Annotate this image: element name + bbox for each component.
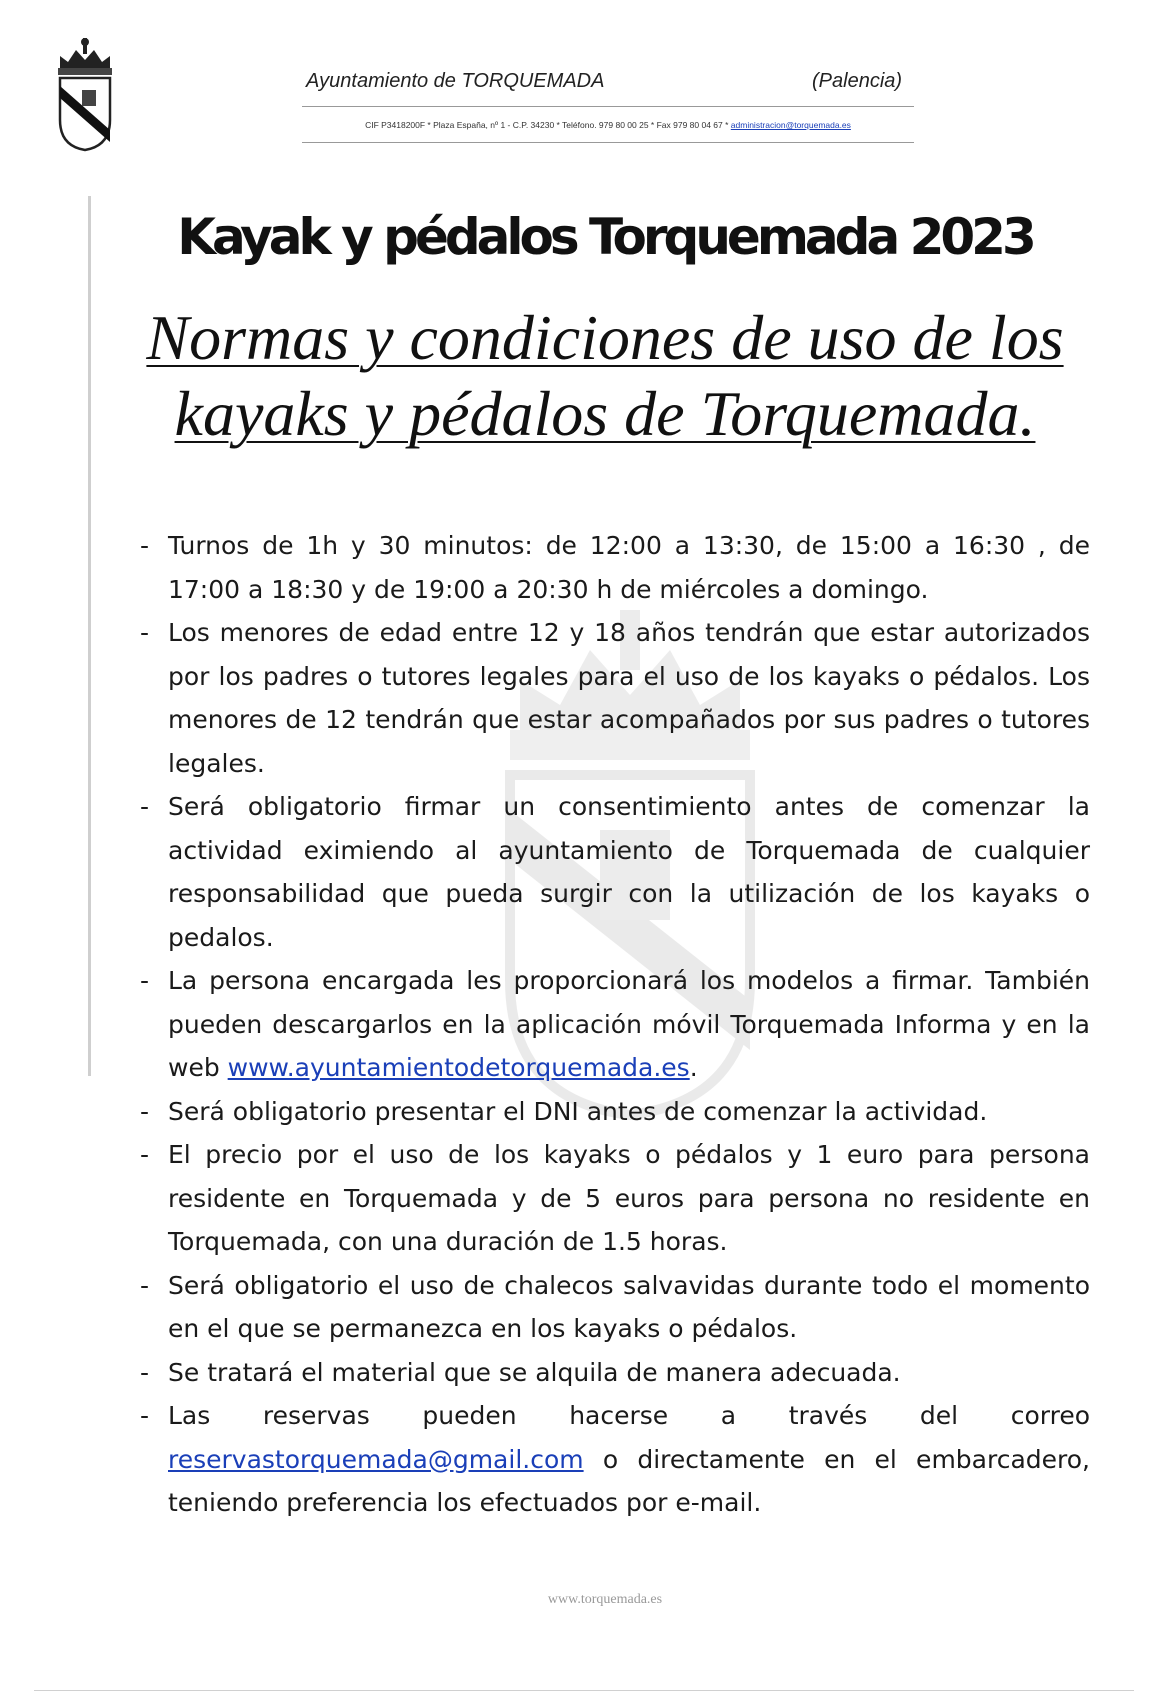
rule-item: - Turnos de 1h y 30 minutos: de 12:00 a 13:30, de 15:00 a 16:30 , de 17:00 a 18:30 y de 19:00 a 20:30 h de miércoles a domingo.: [140, 524, 1090, 611]
rule-item: - El precio por el uso de los kayaks o pédalos y 1 euro para persona residente en Torquemada y de 5 euros para persona no residente en Torquemada, con una duración de 1.5 horas.: [140, 1133, 1090, 1264]
contact-email-link[interactable]: administracion@torquemada.es: [730, 120, 851, 130]
website-link[interactable]: www.ayuntamientodetorquemada.es: [227, 1053, 690, 1082]
rule-item: - Se tratará el material que se alquila de manera adecuada.: [140, 1351, 1090, 1395]
municipality-name: Ayuntamiento de TORQUEMADA: [306, 70, 605, 92]
rule-item: - Será obligatorio firmar un consentimiento antes de comenzar la actividad eximiendo al ayuntamiento de Torquemada de cualquier responsabilidad que pueda surgir con la utilización de los kayaks o pedalos.: [140, 785, 1090, 959]
rule-item: - Las reservas pueden hacerse a través del correo reservastorquemada@gmail.com o directamente en el embarcadero, teniendo preferencia los efectuados por e-mail.: [140, 1394, 1090, 1525]
contact-details: CIF P3418200F * Plaza España, nº 1 - C.P. 34230 * Teléfono. 979 80 00 25 * Fax 979 80 04 67 *: [365, 120, 731, 130]
header-divider-bottom: [302, 142, 914, 143]
document-title: Kayak y pédalos Torquemada 2023: [177, 208, 1033, 266]
header-divider-top: [302, 106, 914, 107]
margin-line: [88, 196, 91, 1076]
rule-item: - Será obligatorio presentar el DNI antes de comenzar la actividad.: [140, 1090, 1090, 1134]
subtitle-line-1: Normas y condiciones de uso de los: [146, 302, 1064, 373]
footer-divider: [34, 1690, 1134, 1691]
subtitle-line-2: kayaks y pédalos de Torquemada.: [174, 378, 1036, 449]
reservation-email-link[interactable]: reservastorquemada@gmail.com: [168, 1444, 584, 1474]
footer-website[interactable]: www.torquemada.es: [547, 1592, 663, 1607]
rule-item: - Será obligatorio el uso de chalecos salvavidas durante todo el momento en el que se permanezca en los kayaks o pédalos.: [140, 1264, 1090, 1351]
contact-info: [302, 120, 914, 130]
document-subtitle: [110, 300, 1100, 452]
province-name: (Palencia): [812, 70, 903, 92]
coat-of-arms-icon: [52, 34, 118, 154]
rule-item: - La persona encargada les proporcionará los modelos a firmar. También pueden descargarlos en la aplicación móvil Torquemada Informa y en la web www.ayuntamientodetorquemada.es.: [140, 959, 1090, 1090]
rules-list: [140, 524, 1090, 1525]
rule-item: - Los menores de edad entre 12 y 18 años tendrán que estar autorizados por los padres o tutores legales para el uso de los kayaks o pédalos. Los menores de 12 tendrán que estar acompañados por sus padres o tutores legales.: [140, 611, 1090, 785]
